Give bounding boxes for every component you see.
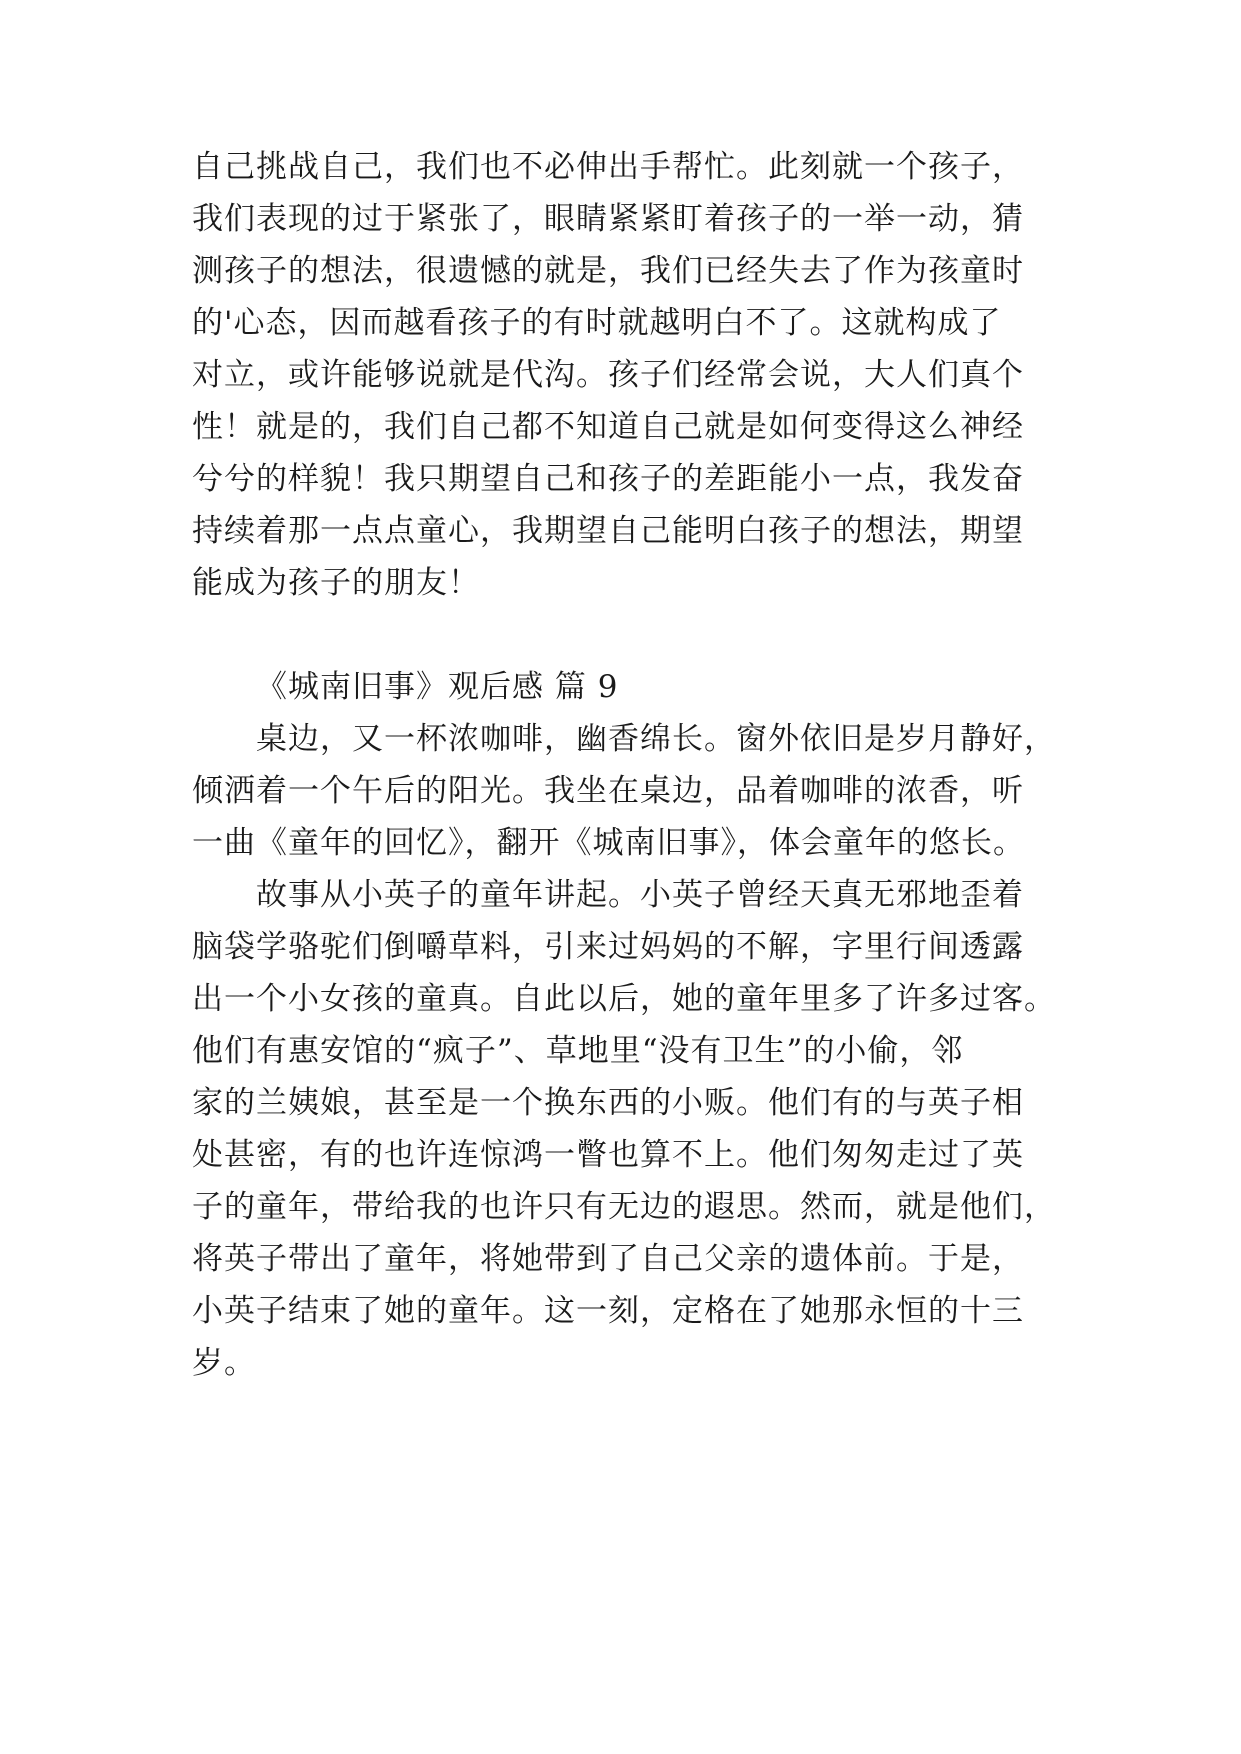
text-line: 桌边，又一杯浓咖啡，幽香绵长。窗外依旧是岁月静好， xyxy=(256,721,1056,757)
text-line: 小英子结束了她的童年。这一刻，定格在了她那永恒的十三 xyxy=(192,1293,1024,1329)
text-line: 对立，或许能够说就是代沟。孩子们经常会说，大人们真个 xyxy=(192,357,1024,393)
text-line: 岁。 xyxy=(192,1345,256,1381)
text-line: 处甚密，有的也许连惊鸿一瞥也算不上。他们匆匆走过了英 xyxy=(192,1137,1024,1173)
text-line: 他们有惠安馆的“疯子”、草地里“没有卫生”的小偷，邻 xyxy=(192,1033,964,1069)
text-line: 故事从小英子的童年讲起。小英子曾经天真无邪地歪着 xyxy=(256,877,1024,913)
text-line: 出一个小女孩的童真。自此以后，她的童年里多了许多过客。 xyxy=(192,981,1056,1017)
text-line: 的'心态，因而越看孩子的有时就越明白不了。这就构成了 xyxy=(192,305,1002,341)
text-line: 子的童年，带给我的也许只有无边的遐思。然而，就是他们， xyxy=(192,1189,1056,1225)
text-line: 持续着那一点点童心，我期望自己能明白孩子的想法，期望 xyxy=(192,513,1024,549)
text-line: 将英子带出了童年，将她带到了自己父亲的遗体前。于是， xyxy=(192,1241,1024,1277)
text-line: 性！就是的，我们自己都不知道自己就是如何变得这么神经 xyxy=(192,409,1024,445)
text-line: 一曲《童年的回忆》，翻开《城南旧事》，体会童年的悠长。 xyxy=(192,825,1025,861)
text-line: 自己挑战自己，我们也不必伸出手帮忙。此刻就一个孩子， xyxy=(192,149,1024,185)
text-line: 测孩子的想法，很遗憾的就是，我们已经失去了作为孩童时 xyxy=(192,253,1024,289)
text-line: 脑袋学骆驼们倒嚼草料，引来过妈妈的不解，字里行间透露 xyxy=(192,929,1024,965)
text-line: 兮兮的样貌！我只期望自己和孩子的差距能小一点，我发奋 xyxy=(192,461,1024,497)
section-heading: 《城南旧事》观后感 篇 9 xyxy=(256,669,619,705)
text-line: 能成为孩子的朋友！ xyxy=(192,565,480,601)
text-line: 倾洒着一个午后的阳光。我坐在桌边，品着咖啡的浓香，听 xyxy=(192,773,1024,809)
text-line: 我们表现的过于紧张了，眼睛紧紧盯着孩子的一举一动，猜 xyxy=(192,201,1024,237)
text-line: 家的兰姨娘，甚至是一个换东西的小贩。他们有的与英子相 xyxy=(192,1085,1024,1121)
